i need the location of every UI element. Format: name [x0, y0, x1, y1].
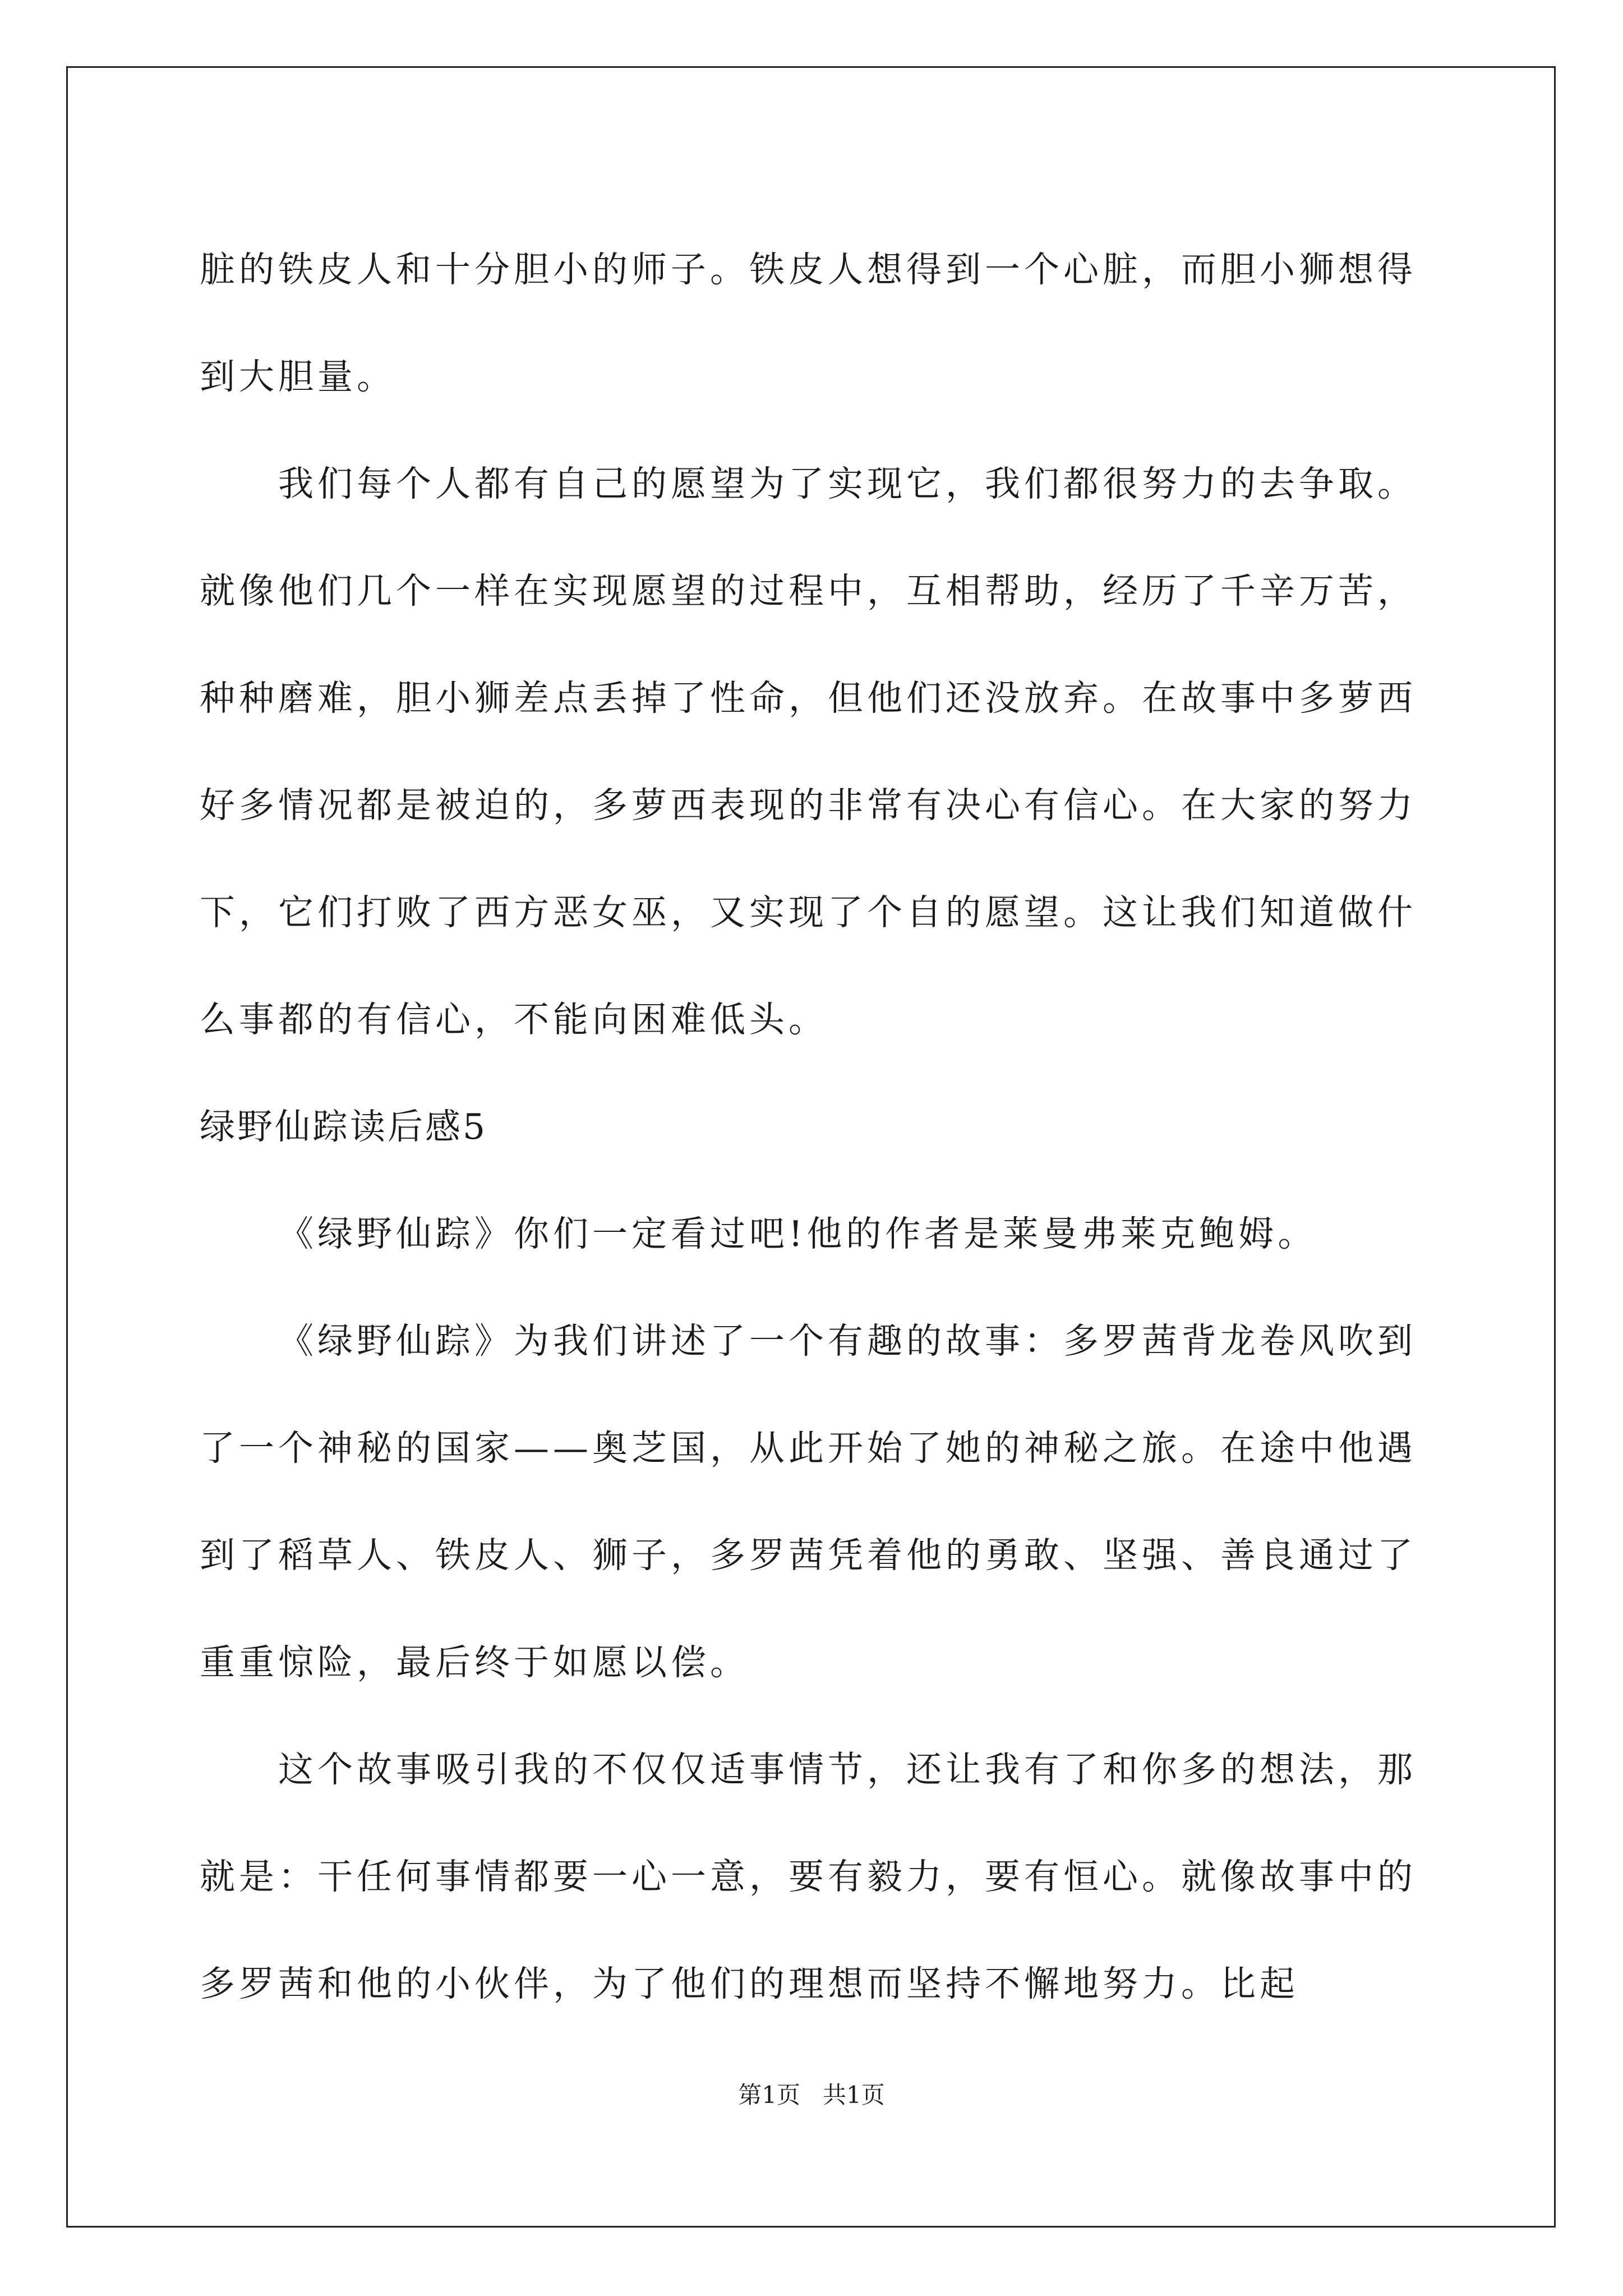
paragraph-5: 这个故事吸引我的不仅仅适事情节，还让我有了和你多的想法，那就是：干任何事情都要一心一意，要有毅力，要有恒心。就像故事中的多罗茜和他的小伙伴，为了他们的理想而坚持不懈地努力。比起 [200, 1749, 1417, 2004]
section-heading: 绿野仙踪读后感5 [200, 1106, 488, 1147]
paragraph-2: 我们每个人都有自己的愿望为了实现它，我们都很努力的去争取。就像他们几个一样在实现愿望的过程中，互相帮助，经历了千辛万苦，种种磨难，胆小狮差点丢掉了性命，但他们还没放弃。在故事中多萝西好多情况都是被迫的，多萝西表现的非常有决心有信心。在大家的努力下，它们打败了西方恶女巫，又实现了个自的愿望。这让我们知道做什么事都的有信心，不能向困难低头。 [200, 463, 1417, 1040]
page-number-total: 共1页 [823, 2081, 885, 2109]
paragraph-4: 《绿野仙踪》为我们讲述了一个有趣的故事：多罗茜背龙卷风吹到了一个神秘的国家——奥芝国，从此开始了她的神秘之旅。在途中他遇到了稻草人、铁皮人、狮子，多罗茜凭着他的勇敢、坚强、善良通过了重重惊险，最后终于如愿以偿。 [200, 1320, 1417, 1683]
document-body [200, 216, 1439, 2037]
paragraph-3: 《绿野仙踪》你们一定看过吧!他的作者是莱曼弗莱克鲍姆。 [278, 1213, 1317, 1254]
paragraph-1: 脏的铁皮人和十分胆小的师子。铁皮人想得到一个心脏，而胆小狮想得到大胆量。 [200, 249, 1417, 397]
page-footer [0, 2078, 1623, 2112]
page-number-current: 第1页 [738, 2081, 800, 2109]
